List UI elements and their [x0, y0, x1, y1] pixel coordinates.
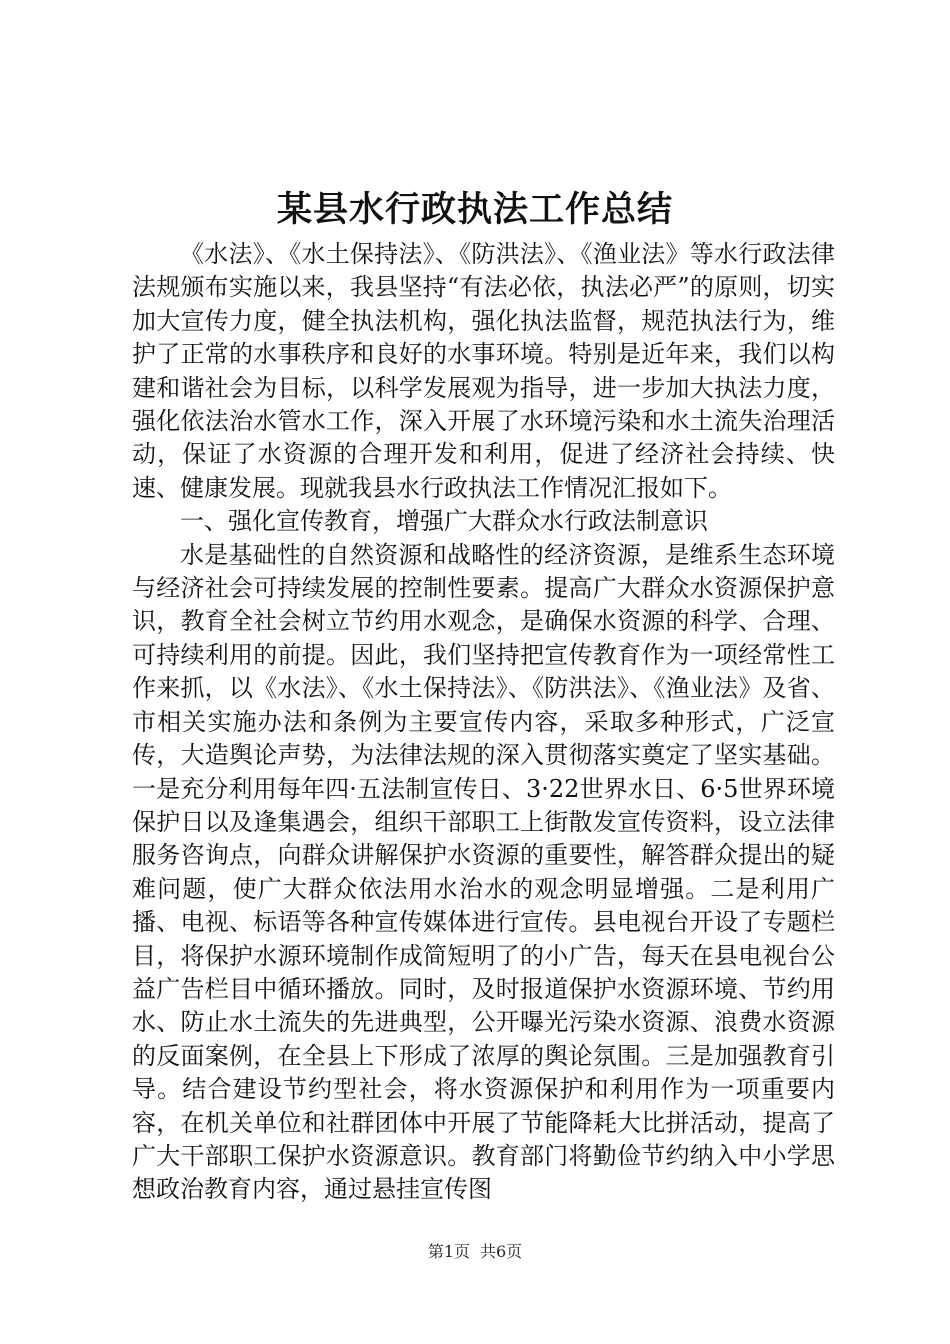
- page-total: 共6页: [480, 1242, 523, 1261]
- intro-paragraph: 《水法》、《水土保持法》、《防洪法》、《渔业法》等水行政法律法规颁布实施以来，我县坚持“有法必依，执法必严”的原则，切实加大宣传力度，健全执法机构，强化执法监督，规范执法行为，维护了正常的水事秩序和良好的水事环境。特别是近年来，我们以构建和谐社会为目标，以科学发展观为指导，进一步加大执法力度，强化依法治水管水工作，深入开展了水环境污染和水土流失治理活动，保证了水资源的合理开发和利用，促进了经济社会持续、快速、健康发展。现就我县水行政执法工作情况汇报如下。: [132, 240, 835, 502]
- document-title: 某县水行政执法工作总结: [276, 189, 673, 230]
- body-paragraph: 水是基础性的自然资源和战略性的经济资源，是维系生态环境与经济社会可持续发展的控制性要素。提高广大群众水资源保护意识，教育全社会树立节约用水观念，是确保水资源的科学、合理、可持续利用的前提。因此，我们坚持把宣传教育作为一项经常性工作来抓，以《水法》、《水土保持法》、《防洪法》、《渔业法》及省、市相关实施办法和条例为主要宣传内容，采取多种形式，广泛宣传，大造舆论声势，为法律法规的深入贯彻落实奠定了坚实基础。一是充分利用每年四·五法制宣传日、3·22世界水日、6·5世界环境保护日以及逢集遇会，组织干部职工上街散发宣传资料，设立法律服务咨询点，向群众讲解保护水资源的重要性，解答群众提出的疑难问题，使广大群众依法用水治水的观念明显增强。二是利用广播、电视、标语等各种宣传媒体进行宣传。县电视台开设了专题栏目，将保护水源环境制作成简短明了的小广告，每天在县电视台公益广告栏目中循环播放。同时，及时报道保护水资源环境、节约用水、防止水土流失的先进典型，公开曝光污染水资源、浪费水资源的反面案例，在全县上下形成了浓厚的舆论氛围。三是加强教育引导。结合建设节约型社会，将水资源保护和利用作为一项重要内容，在机关单位和社群团体中开展了节能降耗大比拼活动，提高了广大干部职工保护水资源意识。教育部门将勤俭节约纳入中小学思想政治教育内容，通过悬挂宣传图: [132, 540, 835, 1204]
- document-body: [132, 238, 835, 1207]
- section-heading: 一、强化宣传教育，增强广大群众水行政法制意识: [180, 507, 708, 536]
- page-footer: [0, 1240, 950, 1264]
- page-number: 第1页: [427, 1242, 470, 1261]
